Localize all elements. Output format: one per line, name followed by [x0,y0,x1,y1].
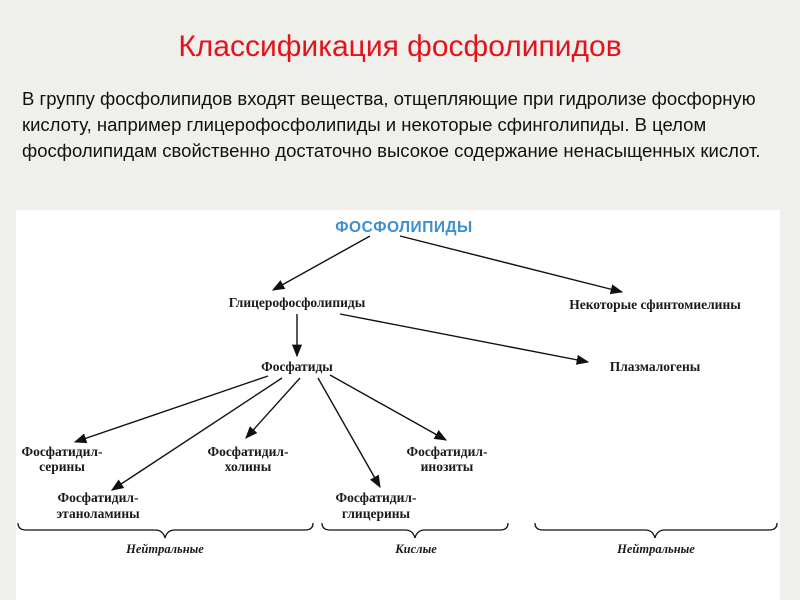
intro-paragraph: В группу фосфолипидов входят вещества, отщепляющие при гидролизе фосфорную кислоту, например глицерофосфолипиды и некоторые сфинголипиды. В целом фосфолипидам свойственно достаточно высокое содержание ненасыщенных кислот. [22,88,761,161]
node-serines-line2: серины [39,459,85,474]
node-sphingomyelins: Некоторые сфинтомиелины [569,297,741,312]
node-glycerophospholipids: Глицерофосфолипиды [228,295,366,310]
node-inositols-line1: Фосфатидил- [406,444,488,459]
node-plasmalogens: Плазмалогены [609,359,701,374]
node-cholines-line2: холины [224,459,272,474]
node-inositols-line2: инозиты [420,459,474,474]
group-label-neutral-left: Нейтральные [126,542,204,556]
node-cholines-line1: Фосфатидил- [207,444,289,459]
group-label-acidic: Кислые [395,542,437,556]
group-label-neutral-right: Нейтральные [617,542,695,556]
node-glycerols-line2: глицерины [341,506,411,521]
node-glycerols-line1: Фосфатидил- [335,490,417,505]
node-ethanolamines-line1: Фосфатидил- [57,490,139,505]
node-phosphatides: Фосфатиды [261,359,333,374]
node-phospholipids: ФОСФОЛИПИДЫ [335,219,473,236]
node-ethanolamines-line2: этаноламины [56,506,140,521]
slide-title: Классификация фосфолипидов [178,30,622,63]
node-serines-line1: Фосфатидил- [21,444,103,459]
